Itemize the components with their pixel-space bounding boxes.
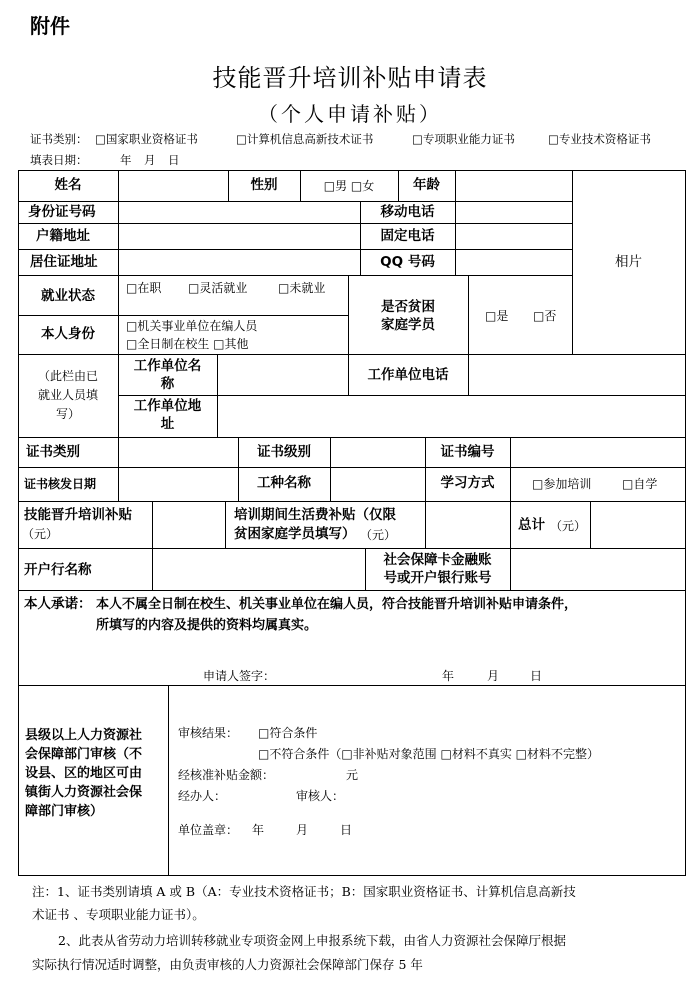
review-dept-3: 设县、区的地区可由 [25, 766, 143, 781]
fill-date-year: 年 [120, 153, 132, 167]
note-line-3: 2、此表从省劳动力培训转移就业专项资金网上申报系统下载，由省人力资源社会保障厅根据 [58, 933, 566, 948]
employment-option-employed[interactable]: □在职 [126, 281, 162, 295]
age-label: 年龄 [413, 177, 440, 193]
qq-label: QQ 号码 [380, 254, 435, 270]
poor-family-no[interactable]: □否 [533, 309, 557, 323]
review-fail-option[interactable]: □不符合条件（□非补贴对象范围 □材料不真实 □材料不完整） [258, 747, 599, 761]
employer-address-label-1: 工作单位地 [133, 398, 202, 414]
stamp-label: 单位盖章： [178, 823, 239, 837]
pledge-line-1: 本人不属全日制在校生、机关事业单位在编人员，符合技能晋升培训补贴申请条件， [96, 597, 578, 612]
household-address-label: 户籍地址 [36, 228, 90, 244]
cert-option-computer[interactable]: □计算机信息高新技术证书 [236, 132, 374, 146]
cert-category-label: 证书类别 [26, 444, 80, 460]
review-result-label: 审核结果： [178, 726, 239, 740]
cert-level-label: 证书级别 [257, 444, 311, 460]
identity-option-civil[interactable]: □机关事业单位在编人员 [126, 319, 258, 333]
poor-family-label-1: 是否贫困 [381, 299, 435, 315]
stamp-month: 月 [296, 823, 309, 837]
photo-label: 相片 [615, 254, 642, 270]
sign-day: 日 [530, 669, 543, 683]
note-line-2: 术证书 、专项职业能力证书）。 [32, 907, 205, 922]
gender-options[interactable]: □男 □女 [323, 179, 375, 193]
review-dept-4: 镇街人力资源社会保 [25, 785, 143, 800]
landline-label: 固定电话 [380, 228, 435, 244]
cert-option-national[interactable]: □国家职业资格证书 [95, 132, 198, 146]
poor-family-label-2: 家庭学员 [381, 317, 435, 333]
mobile-label: 移动电话 [380, 204, 435, 220]
attachment-label: 附件 [30, 14, 70, 38]
job-type-label: 工种名称 [257, 475, 311, 491]
living-subsidy-label-2: 贫困家庭学员填写） [234, 526, 356, 542]
stamp-day: 日 [340, 823, 353, 837]
total-label: 总计 [518, 517, 545, 533]
bank-name-label: 开户行名称 [24, 562, 92, 578]
living-subsidy-label-1: 培训期间生活费补贴（仅限 [234, 507, 396, 523]
subsidy-label-1: 技能晋升培训补贴 [24, 507, 132, 523]
identity-label: 本人身份 [41, 326, 95, 342]
cert-option-special[interactable]: □专项职业能力证书 [412, 132, 515, 146]
name-label: 姓名 [54, 177, 82, 193]
sign-year: 年 [442, 669, 455, 683]
pledge-line-2: 所填写的内容及提供的资料均属真实。 [96, 618, 318, 633]
cert-option-professional[interactable]: □专业技术资格证书 [548, 132, 651, 146]
employed-note-3: 写） [55, 407, 80, 421]
employer-name-label-2: 称 [160, 376, 175, 392]
employer-name-label-1: 工作单位名 [133, 358, 202, 374]
study-option-self[interactable]: □自学 [622, 477, 658, 491]
employment-option-flexible[interactable]: □灵活就业 [188, 281, 248, 295]
employer-phone-label: 工作单位电话 [367, 367, 449, 383]
review-dept-1: 县级以上人力资源社 [25, 728, 143, 743]
id-number-label: 身份证号码 [28, 204, 96, 220]
form-subtitle: （个人申请补贴） [258, 102, 442, 126]
study-mode-label: 学习方式 [440, 475, 495, 491]
approved-amount-label: 经核准补贴金额： [178, 768, 275, 782]
note-line-4: 实际执行情况适时调整，由负责审核的人力资源社会保障部门保存 5 年 [32, 957, 423, 972]
stamp-year: 年 [252, 823, 265, 837]
fill-date-label: 填表日期： [30, 153, 88, 167]
sign-month: 月 [487, 669, 500, 683]
review-dept-5: 障部门审核） [25, 804, 104, 819]
approved-amount-unit: 元 [346, 768, 359, 782]
employment-status-label: 就业状态 [41, 288, 95, 304]
review-pass-option[interactable]: □符合条件 [258, 726, 318, 740]
account-label-2: 号或开户银行账号 [383, 570, 492, 586]
cert-type-label: 证书类别： [30, 132, 88, 146]
review-dept-2: 会保障部门审核（不 [25, 747, 143, 762]
employed-note-1: （此栏由已 [37, 369, 98, 383]
employment-option-unemployed[interactable]: □未就业 [278, 281, 326, 295]
poor-family-yes[interactable]: □是 [485, 309, 509, 323]
residence-address-label: 居住证地址 [30, 254, 98, 270]
subsidy-label-2: （元） [22, 527, 59, 541]
living-subsidy-unit: （元） [360, 528, 397, 542]
note-line-1: 注：1、证书类别请填 A 或 B（A：专业技术资格证书；B：国家职业资格证书、计算机信息高新技 [32, 884, 576, 899]
form-title: 技能晋升培训补贴申请表 [212, 64, 488, 92]
pledge-label: 本人承诺： [24, 596, 92, 612]
account-label-1: 社会保障卡金融账 [383, 552, 492, 568]
employed-note-2: 就业人员填 [37, 388, 98, 402]
gender-label: 性别 [250, 177, 278, 193]
total-unit: （元） [550, 519, 587, 533]
fill-date-day: 日 [168, 153, 180, 167]
employer-address-label-2: 址 [160, 416, 175, 432]
study-option-training[interactable]: □参加培训 [532, 477, 592, 491]
handler-label: 经办人： [178, 789, 227, 803]
cert-issue-date-label: 证书核发日期 [24, 477, 97, 491]
reviewer-label: 审核人： [296, 789, 345, 803]
fill-date-month: 月 [144, 153, 156, 167]
identity-option-student-other[interactable]: □全日制在校生 □其他 [126, 337, 249, 351]
cert-number-label: 证书编号 [440, 444, 495, 460]
applicant-sign-label: 申请人签字： [203, 669, 276, 683]
